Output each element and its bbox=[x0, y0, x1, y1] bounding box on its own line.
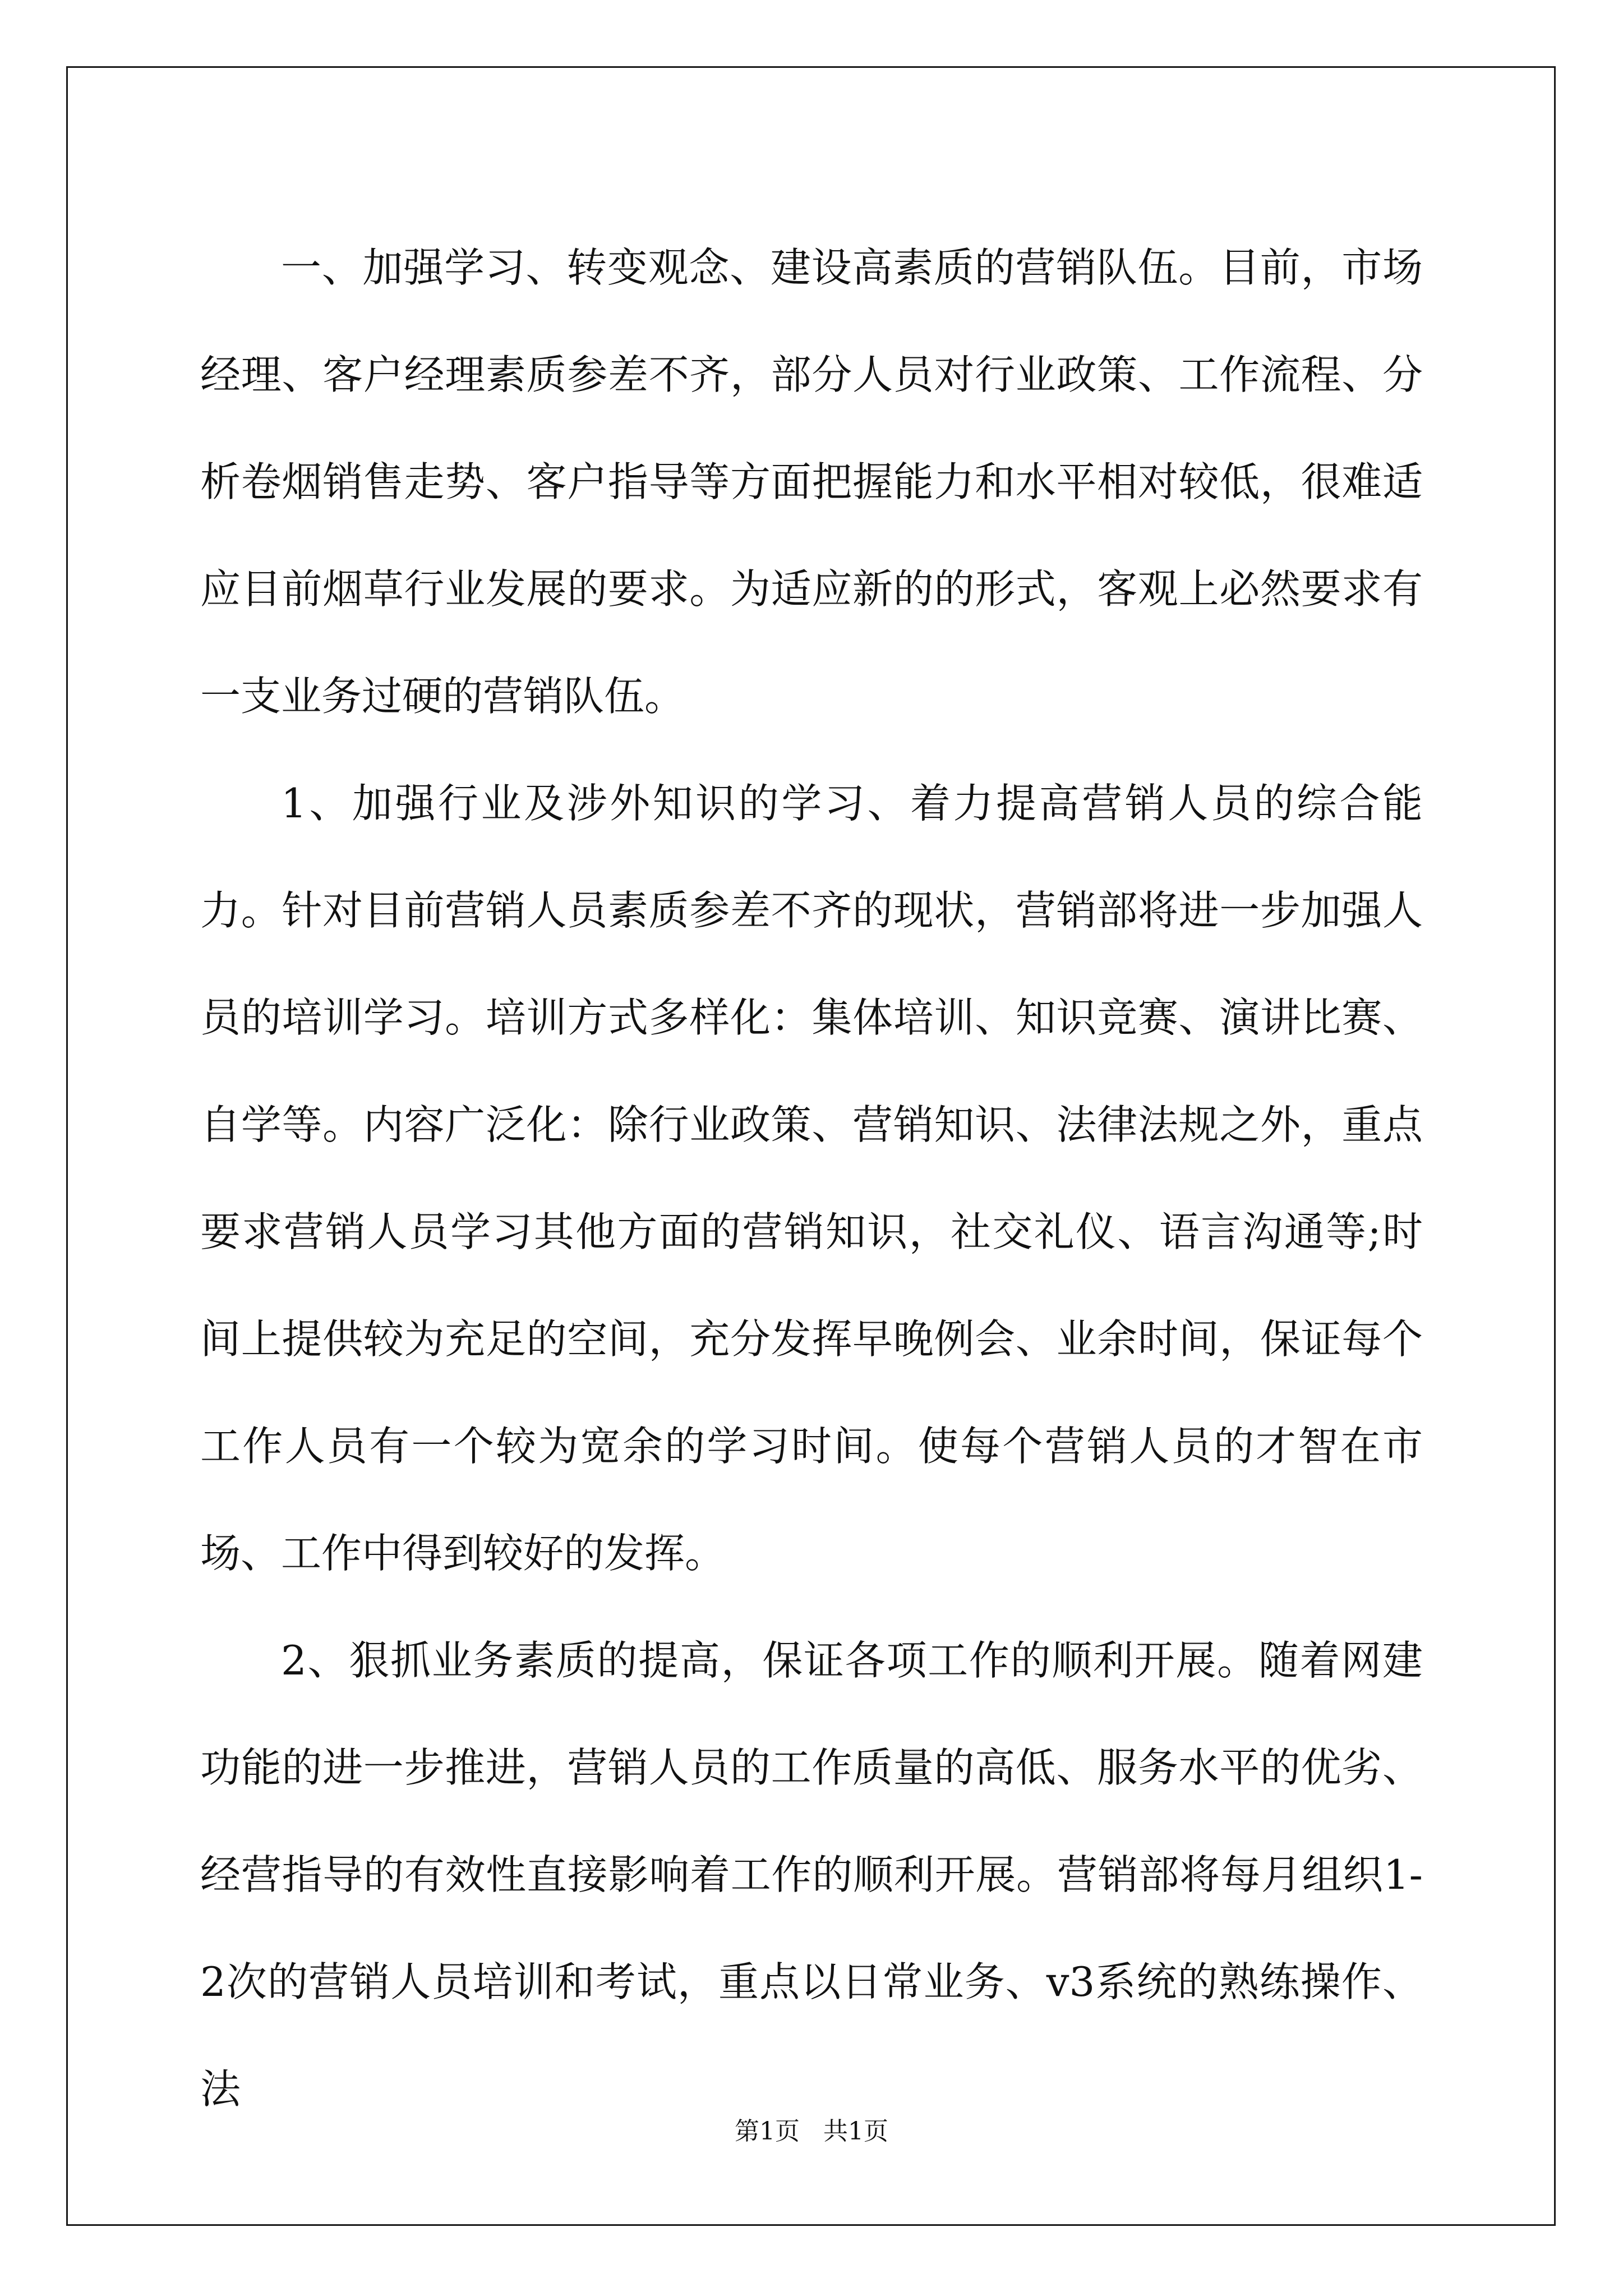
page-number-footer: 第1页 共1页 bbox=[735, 2117, 888, 2146]
paragraph-2: 1、加强行业及涉外知识的学习、着力提高营销人员的综合能力。针对目前营销人员素质参差不齐的现状，营销部将进一步加强人员的培训学习。培训方式多样化：集体培训、知识竞赛、演讲比赛、自学等。内容广泛化：除行业政策、营销知识、法律法规之外，重点要求营销人员学习其他方面的营销知识，社交礼仪、语言沟通等;时间上提供较为充足的空间，充分发挥早晚例会、业余时间，保证每个工作人员有一个较为宽余的学习时间。使每个营销人员的才智在市场、工作中得到较好的发挥。 bbox=[200, 780, 1423, 1577]
paragraph-1: 一、加强学习、转变观念、建设高素质的营销队伍。目前，市场经理、客户经理素质参差不齐，部分人员对行业政策、工作流程、分析卷烟销售走势、客户指导等方面把握能力和水平相对较低，很难适应目前烟草行业发展的要求。为适应新的的形式，客观上必然要求有一支业务过硬的营销队伍。 bbox=[200, 244, 1423, 720]
document-body bbox=[200, 214, 1423, 2143]
paragraph-3: 2、狠抓业务素质的提高，保证各项工作的顺利开展。随着网建功能的进一步推进，营销人员的工作质量的高低、服务水平的优劣、经营指导的有效性直接影响着工作的顺利开展。营销部将每月组织1-2次的营销人员培训和考试，重点以日常业务、v3系统的熟练操作、法 bbox=[200, 1637, 1423, 2113]
